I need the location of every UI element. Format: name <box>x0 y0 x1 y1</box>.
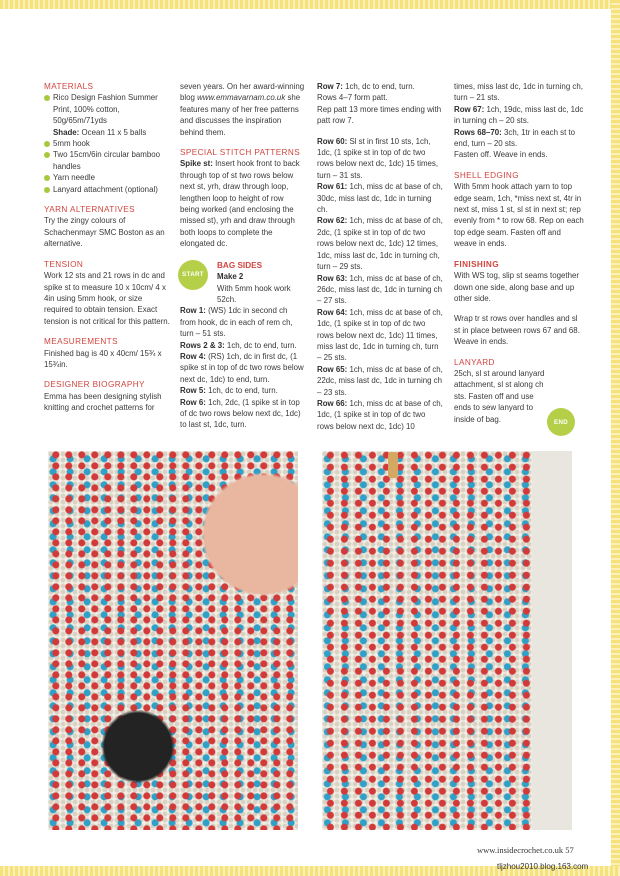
right-border <box>611 0 620 876</box>
special-stitch-heading: SPECIAL STITCH PATTERNS <box>180 148 301 158</box>
designer-text-cont: seven years. On her award-winning blog www.emmavarnam.co.uk she features many of her free patterns and discusses the inspiration behind them. <box>180 82 305 137</box>
pattern-row: Row 1: (WS) 1dc in second ch from hook, dc in each of rem ch, turn – 51 sts. <box>180 306 293 339</box>
bag-photo-front <box>322 451 572 830</box>
column-4 <box>454 81 584 425</box>
bag-sides-heading: BAG SIDES <box>217 260 263 270</box>
pattern-row: Row 60: Sl st in first 10 sts, 1ch, 1dc, (1 spike st in top of dc two rows below next dc, 1dc) 15 times, turn – 31 sts. <box>317 136 439 180</box>
designer-website-link[interactable]: www.emmavarnam.co.uk <box>197 93 286 103</box>
materials-item: 5mm hook <box>44 138 172 149</box>
lanyard-heading: LANYARD <box>454 357 495 367</box>
shell-edging-text: With 5mm hook attach yarn to top edge seam, 1ch, *miss next st, 4tr in next st, miss 1 st, sl st in next st; rep evenly from * to row 68. Rep on each top edge seam. Fasten off and weave in ends. <box>454 182 584 249</box>
yarn-alternatives-heading: YARN ALTERNATIVES <box>44 205 135 215</box>
finishing-text: With WS tog, slip st seams together down one side, along base and up other side. <box>454 271 579 303</box>
materials-heading: MATERIALS <box>44 82 94 91</box>
tension-heading: TENSION <box>44 259 84 269</box>
pattern-row: Row 61: 1ch, miss dc at base of ch, 30dc, miss last dc, 1dc in turning ch. <box>317 182 443 215</box>
materials-list <box>44 92 172 195</box>
pattern-row: Rows 68–70: 3ch, 1tr in each st to end, turn – 20 sts. <box>454 127 576 149</box>
footer-blog: tljzhou2010.blog.163.com <box>497 862 589 871</box>
designer-heading: DESIGNER BIOGRAPHY <box>44 380 145 390</box>
pattern-row: Row 6: 1ch, 2dc, (1 spike st in top of dc two rows below next dc, 1dc) to last st, 1dc, turn. <box>180 397 301 430</box>
measurements-text: Finished bag is 40 x 40cm/ 15¾ x 15¾in. <box>44 348 162 369</box>
shell-edging-heading: SHELL EDGING <box>454 170 520 180</box>
pattern-row: Row 7: 1ch, dc to end, turn. <box>317 82 415 91</box>
materials-item: Lanyard attachment (optional) <box>44 184 172 195</box>
pattern-row: Row 67: 1ch, 19dc, miss last dc, 1dc in turning ch – 20 sts. <box>454 104 584 126</box>
column-3 <box>317 81 444 432</box>
tension-text: Work 12 sts and 21 rows in dc and spike st to measure 10 x 10cm/ 4 x 4in using 5mm hook, or size required to obtain tension. Exact tension is not critical for this pattern. <box>44 271 170 326</box>
bag-sides-section <box>180 260 305 306</box>
pattern-row-cont: times, miss last dc, 1dc in turning ch, turn – 21 sts. <box>454 82 583 103</box>
lanyard-text: 25ch, sl st around lanyard attachment, sl st along ch sts. Fasten off and use ends to sew lanyard to inside of bag. <box>454 368 545 424</box>
materials-item: Two 15cm/6in circular bamboo handles <box>44 149 172 172</box>
pattern-note: Fasten off. Weave in ends. <box>454 150 548 160</box>
finishing-heading: FINISHING <box>454 259 499 269</box>
bamboo-handle <box>388 452 398 478</box>
bag-sides-make: Make 2 <box>217 272 244 282</box>
materials-item: Rico Design Fashion Summer Print, 100% cotton, 50g/65m/71yds Shade: Ocean 11 x 5 balls <box>44 92 172 138</box>
pattern-note: Rows 4–7 form patt. <box>317 93 388 103</box>
materials-item: Yarn needle <box>44 172 172 183</box>
pattern-row: Row 5: 1ch, dc to end, turn. <box>180 386 278 396</box>
designer-text: Emma has been designing stylish knitting and crochet patterns for <box>44 391 162 413</box>
finishing-text: Wrap tr st rows over handles and sl st in place between rows 67 and 68. Weave in ends. <box>454 314 580 347</box>
pattern-row: Rows 2 & 3: 1ch, dc to end, turn. <box>180 340 297 350</box>
footer-url: www.insidecrochet.co.uk 57 <box>477 845 574 855</box>
measurements-heading: MEASUREMENTS <box>44 337 118 347</box>
end-badge: END <box>547 408 575 436</box>
top-border <box>0 0 620 9</box>
column-1 <box>44 81 172 414</box>
yarn-alternatives-text: Try the zingy colours of Schachenmayr SMC Boston as an alternative. <box>44 216 165 249</box>
pattern-row: Row 62: 1ch, miss dc at base of ch, 2dc, (1 spike st in top of dc two rows below next dc, 1dc) 12 times, 1dc, miss last dc, 1dc in turning ch, turn – 29 sts. <box>317 216 443 272</box>
bag-sides-text: With 5mm hook work 52ch. <box>217 283 291 304</box>
pattern-row: Row 65: 1ch, miss dc at base of ch, 22dc, miss last dc, 1dc in turning ch – 23 sts. <box>317 364 443 397</box>
pattern-row: Row 66: 1ch, miss dc at base of ch, 1dc, (1 spike st in top of dc two rows below next dc, 1dc) 10 <box>317 398 443 431</box>
start-badge: START <box>178 260 208 290</box>
bag-photo-with-keys <box>48 451 298 830</box>
special-stitch-text: Spike st: Insert hook front to back through top of st two rows below next st, yrh, draw through loop, lengthen loop to height of row being worked (and enclosing the missed st), yrh and draw through both loops to complete the elongated dc. <box>180 159 300 249</box>
pattern-row: Row 63: 1ch, miss dc at base of ch, 26dc, miss last dc, 1dc in turning ch – 27 sts. <box>317 273 443 306</box>
pattern-note: Rep patt 13 more times ending with patt row 7. <box>317 104 442 126</box>
column-2 <box>180 81 305 431</box>
pattern-row: Row 4: (RS) 1ch, dc in first dc, (1 spike st in top of dc two rows below next dc, 1dc) to end, turn. <box>180 351 304 384</box>
pattern-row: Row 64: 1ch, miss dc at base of ch, 1dc, (1 spike st in top of dc two rows below next dc, 1dc) 11 times, miss last dc, 1dc in turning ch, turn – 25 sts. <box>317 307 443 363</box>
